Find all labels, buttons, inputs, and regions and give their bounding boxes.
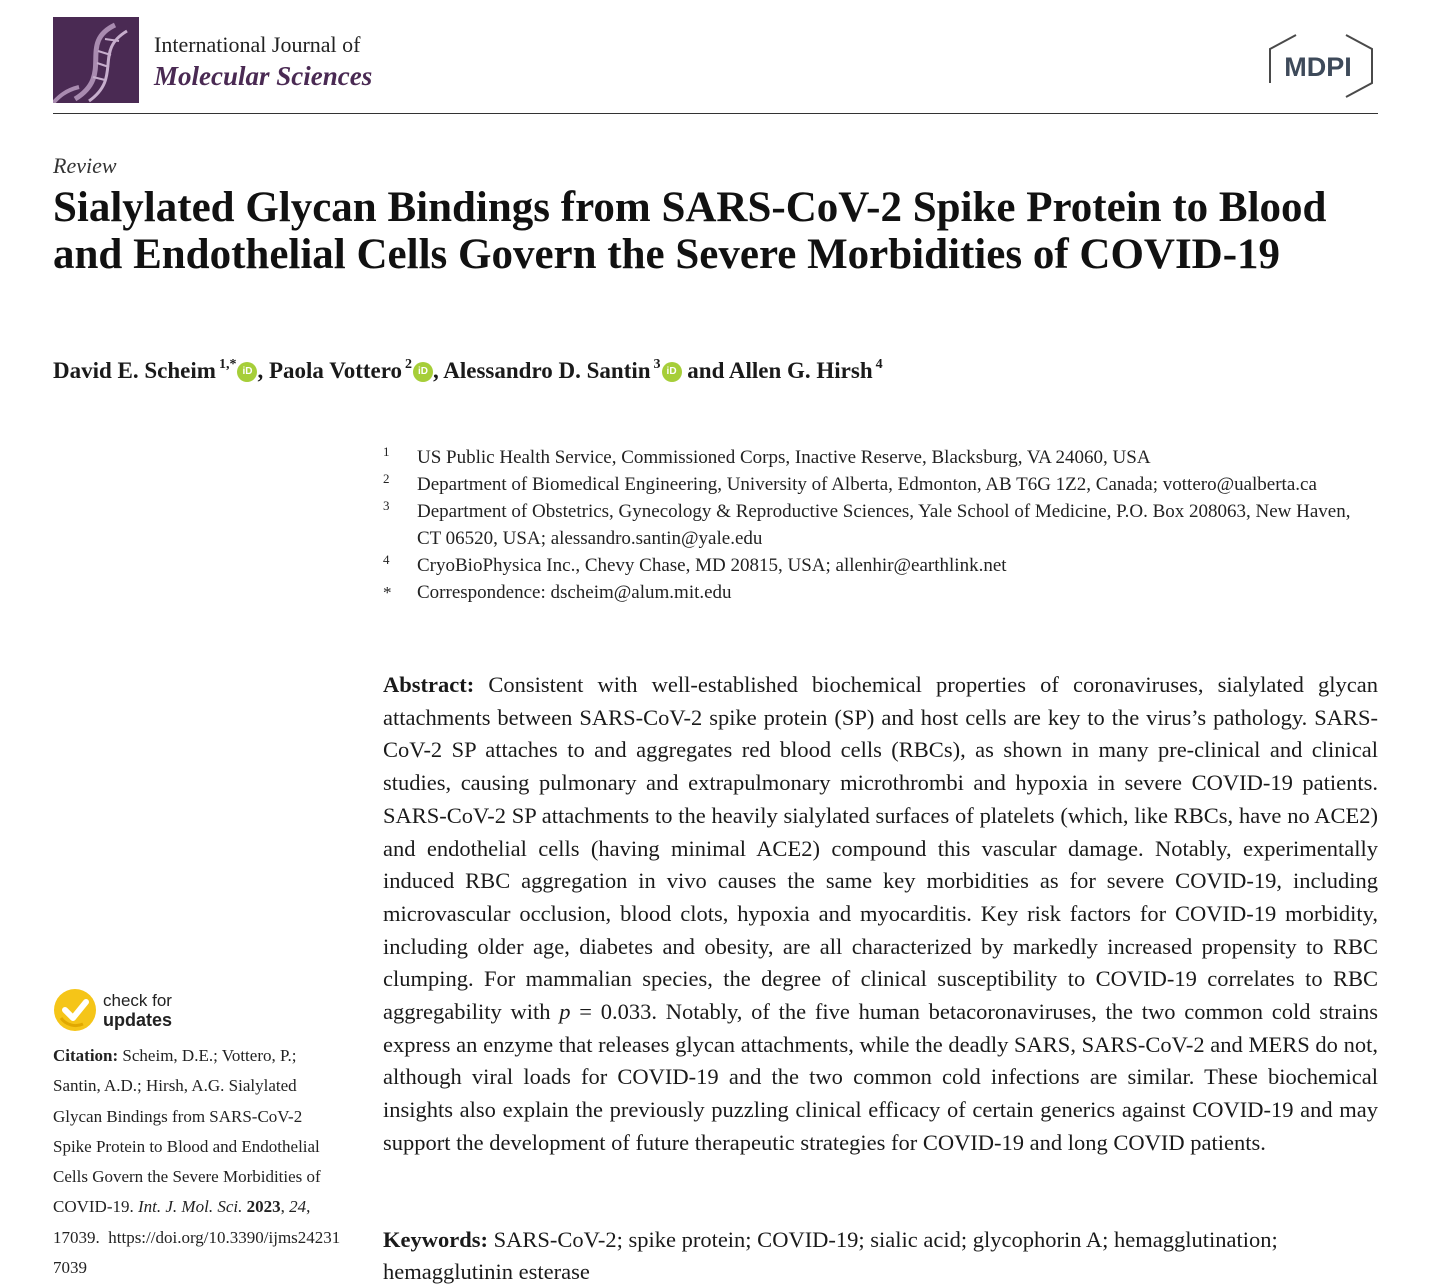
abstract-text-part2: = 0.033. Notably, of the five human betacoronaviruses, the two common cold strains express an enzyme that releases glycan attachments, while the deadly SARS, SARS-CoV-2 and MERS do not, although viral loads for COVID-19 and the two common cold infections are similar. These biochemical insights also explain the previously puzzling clinical efficacy of certain generics against COVID-19 and may support the development of future therapeutic strategies for COVID-19 and long COVID patients. [383, 999, 1378, 1155]
keywords-text: SARS-CoV-2; spike protein; COVID-19; sialic acid; glycophorin A; hemagglutination; hemagglutinin esterase [383, 1227, 1278, 1284]
mdpi-logo-text: MDPI [1284, 52, 1352, 82]
citation-label: Citation: [53, 1046, 119, 1065]
citation-doi-link[interactable]: https://doi.org/10.3390/ijms242317039 [53, 1227, 341, 1278]
dna-helix-icon [53, 17, 139, 103]
orcid-icon[interactable]: iD [413, 362, 433, 382]
affiliation-item [383, 498, 1378, 552]
affiliation-number: 3 [383, 498, 390, 513]
header-divider [53, 113, 1378, 114]
author-name: Allen G. Hirsh [728, 358, 873, 383]
abstract-label: Abstract: [383, 672, 475, 697]
check-updates-icon [53, 988, 97, 1032]
citation-year: 2023 [246, 1197, 281, 1217]
check-updates-line1: check for [103, 991, 172, 1010]
article-type: Review [53, 153, 117, 178]
affiliation-text: Correspondence: dscheim@alum.mit.edu [417, 582, 732, 603]
affiliation-text: US Public Health Service, Commissioned Corps, Inactive Reserve, Blacksburg, VA 24060, USA [417, 447, 1151, 468]
affiliation-number: * [383, 583, 392, 602]
author-name: Paola Vottero [268, 358, 403, 383]
affiliation-item [383, 552, 1378, 579]
author-separator: , [257, 358, 269, 383]
citation-pages: 17039. [53, 1227, 100, 1247]
author-separator: and [681, 358, 729, 383]
keywords [383, 1224, 1383, 1288]
affiliation-number: 1 [383, 444, 390, 459]
journal-name-line2: Molecular Sciences [154, 61, 373, 91]
affiliations [383, 444, 1378, 606]
mdpi-logo [1266, 30, 1378, 102]
affiliation-number: 4 [383, 552, 390, 567]
abstract-p-symbol: p [559, 999, 571, 1025]
affiliation-number: 2 [383, 471, 390, 486]
affiliation-item [383, 579, 1378, 606]
check-for-updates-badge[interactable] [53, 988, 253, 1034]
affiliation-text: Department of Obstetrics, Gynecology & Reproductive Sciences, Yale School of Medicine, P.O. Box 208063, New Haven, CT 06520, USA; alessandro.santin@yale.edu [417, 501, 1351, 549]
author-affiliation-mark: 1,* [218, 357, 237, 372]
author-separator: , [433, 358, 444, 383]
author-affiliation-mark: 3 [653, 357, 661, 372]
affiliation-text: CryoBioPhysica Inc., Chevy Chase, MD 20815, USA; allenhir@earthlink.net [417, 555, 1007, 576]
citation-volume: 24 [289, 1197, 307, 1217]
affiliation-text: Department of Biomedical Engineering, University of Alberta, Edmonton, AB T6G 1Z2, Canada; vottero@ualberta.ca [417, 474, 1317, 495]
author-affiliation-mark: 2 [405, 357, 413, 372]
keywords-label: Keywords: [383, 1227, 488, 1252]
abstract-text-part1: Consistent with well-established biochemical properties of coronaviruses, sialylated glycan attachments between SARS-CoV-2 spike protein (SP) and host cells are key to the virus’s pathology. SARS-CoV-2 SP attaches to and aggregates red blood cells (RBCs), as shown in many pre-clinical and clinical studies, causing pulmonary and extrapulmonary microthrombi and hypoxia in severe COVID-19 patients. SARS-CoV-2 SP attachments to the heavily sialylated surfaces of platelets (which, like RBCs, have no ACE2) and endothelial cells (having minimal ACE2) compound this vascular damage. Notably, experimentally induced RBC aggregation in vivo causes the same key morbidities as for severe COVID-19, including microvascular occlusion, blood clots, hypoxia and myocarditis. Key risk factors for COVID-19 morbidity, including older age, diabetes and obesity, are all characterized by markedly increased propensity to RBC clumping. For mammalian species, the degree of clinical susceptibility to COVID-19 correlates to RBC aggregability with [383, 672, 1378, 1025]
check-updates-line2: updates [103, 1010, 173, 1030]
author-list [53, 357, 883, 384]
affiliation-item [383, 471, 1378, 498]
article-title: Sialylated Glycan Bindings from SARS-CoV-2 Spike Protein to Blood and Endothelial Cells Govern the Severe Morbidities of COVID-19 [53, 184, 1327, 278]
journal-name [154, 30, 372, 92]
citation-text: Scheim, D.E.; Vottero, P.; Santin, A.D.; Hirsh, A.G. Sialylated Glycan Bindings from SARS-CoV-2 Spike Protein to Blood and Endothelial Cells Govern the Severe Morbidities of COVID-19. [53, 1046, 321, 1217]
citation: Citation: Scheim, D.E.; Vottero, P.; Santin, A.D.; Hirsh, A.G. Sialylated Glycan Bindings from SARS-CoV-2 Spike Protein to Blood and Endothelial Cells Govern the Severe Morbidities of COVID-19. Int. J. Mol. Sci. 2023, 24, 17039. https://doi.org/10.3390/ijms242317039 [53, 1046, 341, 1278]
author-name: David E. Scheim [53, 358, 216, 383]
orcid-icon[interactable]: iD [662, 362, 682, 382]
abstract [383, 669, 1378, 1160]
journal-name-line1: International Journal of [154, 32, 361, 57]
citation-journal: Int. J. Mol. Sci. [138, 1197, 243, 1217]
author-affiliation-mark: 4 [875, 357, 883, 372]
author-name: Alessandro D. Santin [443, 358, 651, 383]
affiliation-item [383, 444, 1378, 471]
journal-logo [53, 17, 139, 103]
orcid-icon[interactable]: iD [237, 362, 257, 382]
